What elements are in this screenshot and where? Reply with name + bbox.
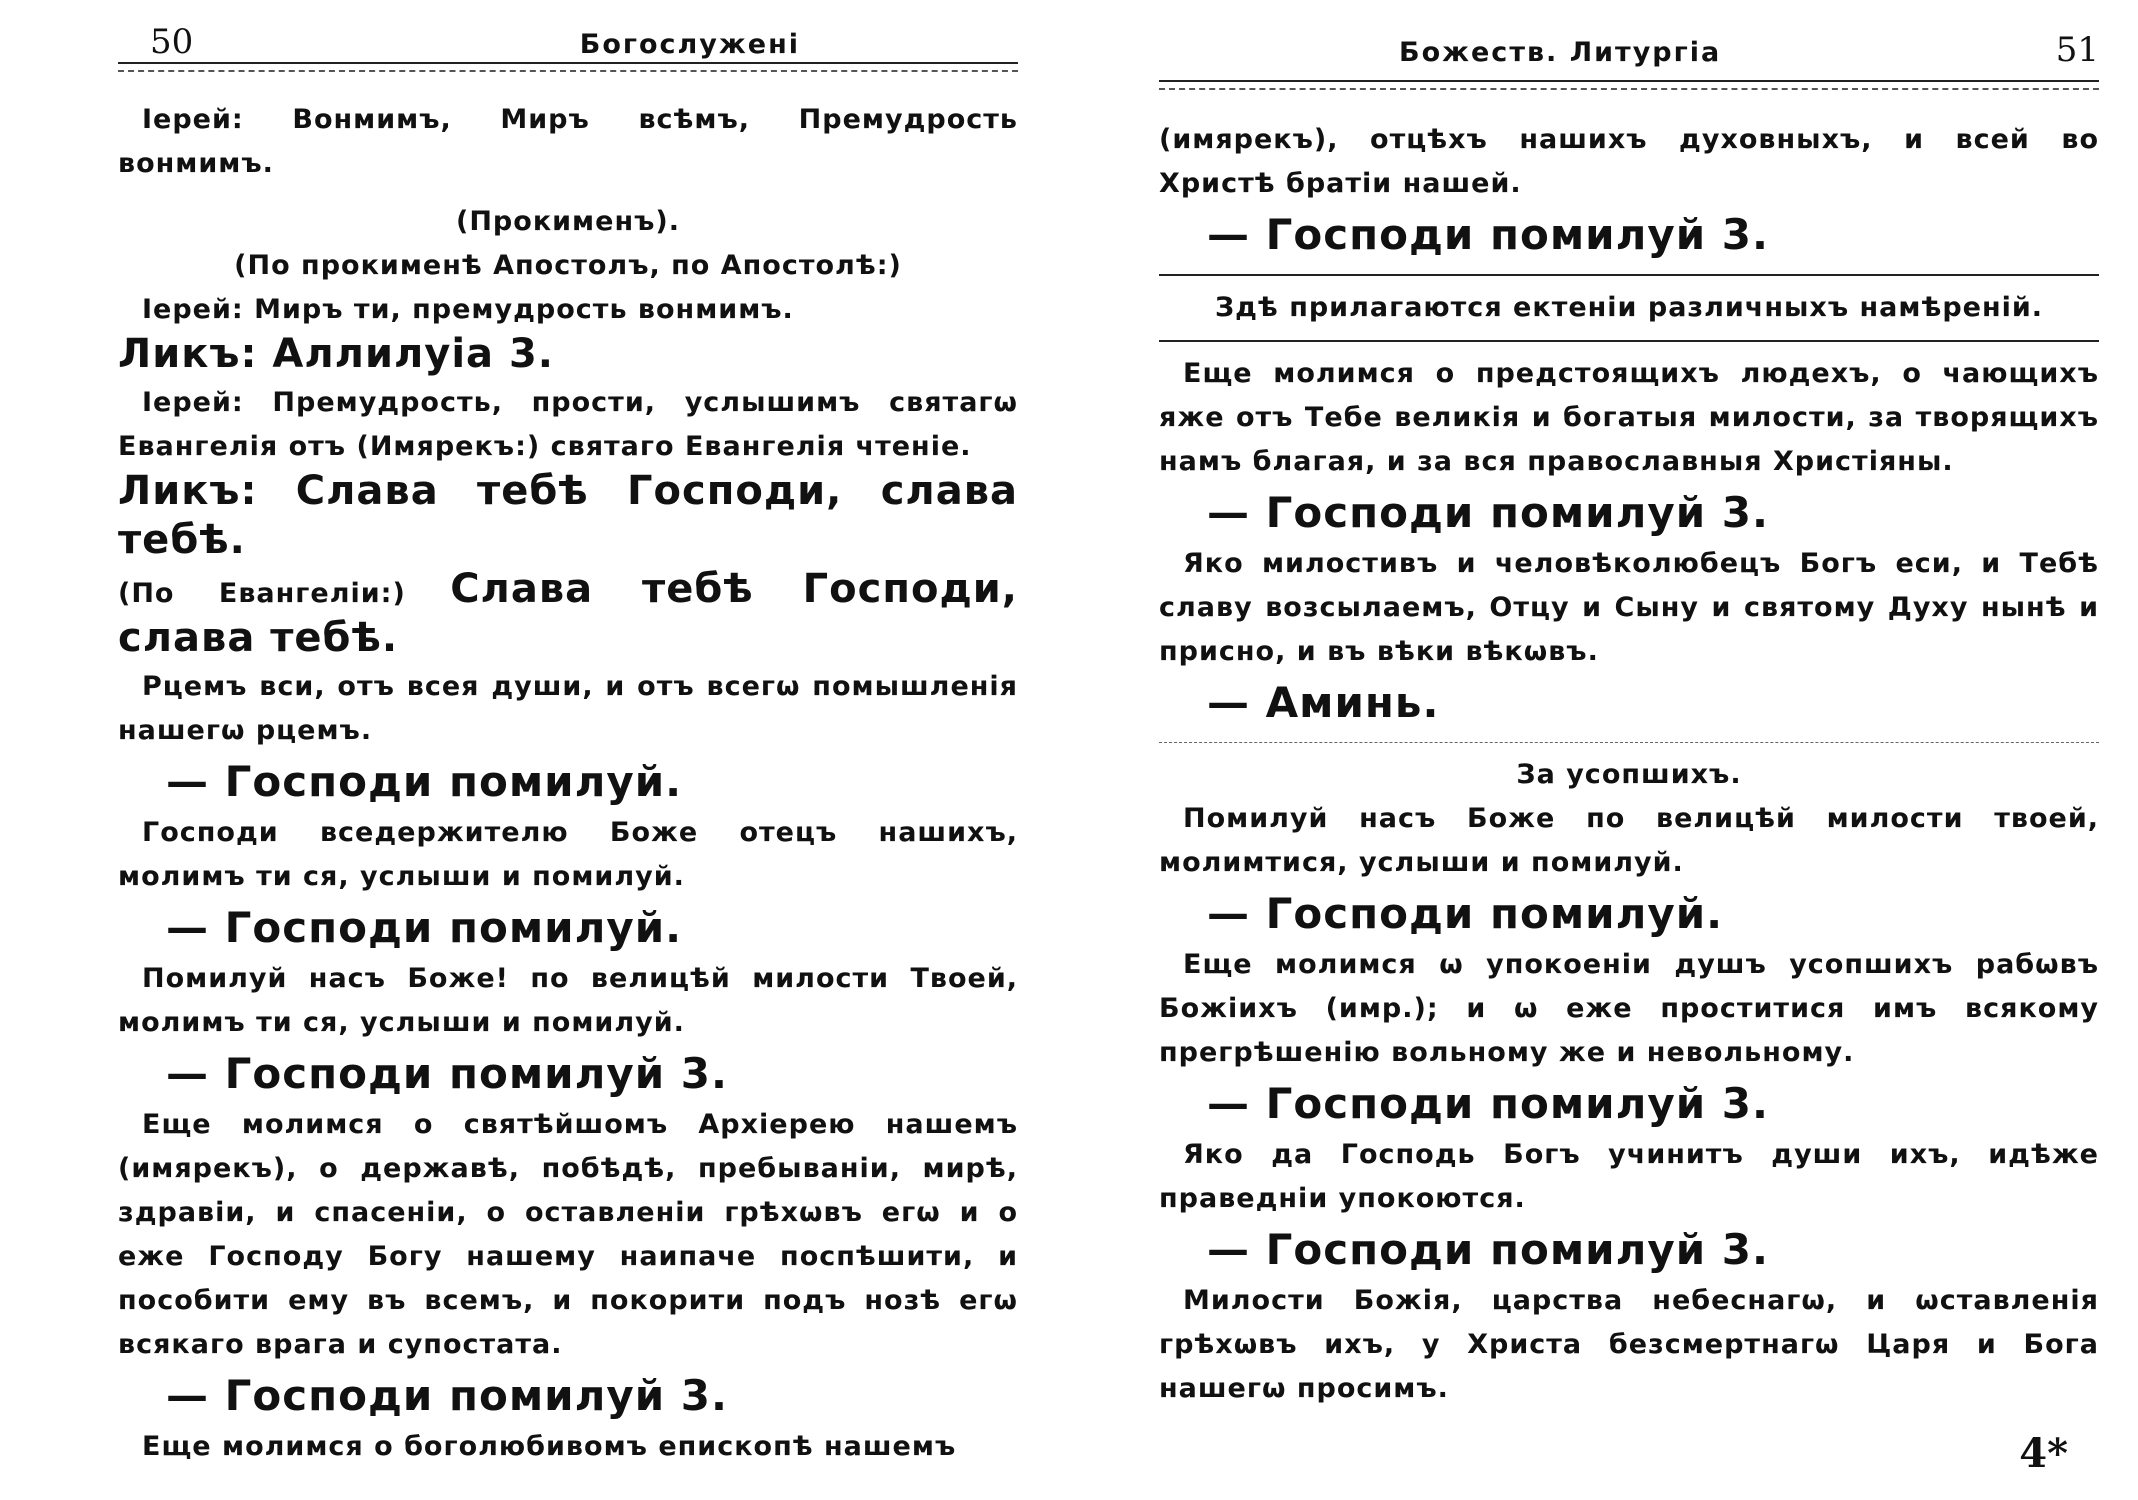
text-line: Іерей: Премудрость, прости, услышимъ святагω Евангелія отъ (Имярекъ:) святаго Евангелія чтеніе.	[118, 387, 1018, 462]
divider	[1159, 274, 2099, 276]
header-rule-dashed	[1159, 88, 2099, 90]
signature-mark: 4*	[2019, 1430, 2068, 1477]
left-header	[150, 22, 1020, 62]
right-text-column	[1159, 118, 2099, 1411]
divider	[1159, 742, 2099, 743]
text-line: Еще молимся о боголюбивомъ епископѣ нашемъ	[142, 1431, 957, 1462]
text-line: Еще молимся о святѣйшомъ Архіерею нашемъ (имярекъ), о державѣ, побѣдѣ, пребываніи, мирѣ, здравіи, и спасеніи, о оставленіи грѣхωвъ егω и о еже Господу Богу нашему наипаче поспѣшити, и пособити ему въ всемъ, и покорити подъ нозѣ егω всякаго врага и супостата.	[118, 1109, 1018, 1360]
text-line: Милости Божія, царства небеснагω, и ωставленія грѣхωвъ ихъ, у Христа безсмертнагω Царя и Бога нашегω просимъ.	[1159, 1285, 2099, 1404]
response: — Господи помилуй.	[166, 757, 683, 806]
rubric-note: Здѣ прилагаются ектеніи различныхъ намѣреній.	[1214, 292, 2044, 323]
text-line: Яко милостивъ и человѣколюбецъ Богъ еси, и Тебѣ славу возсылаемъ, Отцу и Сыну и святому Духу нынѣ и присно, и въ вѣки вѣкωвъ.	[1159, 548, 2099, 667]
header-rule-dashed	[118, 70, 1018, 72]
response-line	[118, 332, 1018, 381]
text-line: Помилуй насъ Боже! по велицѣй милости Твоей, молимъ ти ся, услыши и помилуй.	[118, 963, 1018, 1038]
response: — Господи помилуй.	[1207, 889, 1724, 938]
divider	[1159, 340, 2099, 342]
text-line: Рцемъ вси, отъ всея души, и отъ всегω помышленія нашегω рцемъ.	[118, 671, 1018, 746]
text-line: Іерей: Вонмимъ, Миръ всѣмъ, Премудрость вонмимъ.	[118, 104, 1018, 179]
left-text-column	[118, 98, 1018, 1469]
response: — Господи помилуй.	[166, 903, 683, 952]
text-line: (имярекъ), отцѣхъ нашихъ духовныхъ, и всей во Христѣ братіи нашей.	[1159, 124, 2099, 199]
choir-label: Ликъ:	[118, 468, 296, 514]
rubric: (По Евангеліи:)	[118, 578, 451, 609]
right-page	[1069, 0, 2138, 1500]
header-rule	[1159, 80, 2099, 82]
choir-label: Ликъ:	[118, 331, 273, 377]
response: — Господи помилуй 3.	[1207, 488, 1769, 537]
text-line: Яко да Господь Богъ учинитъ души ихъ, идѣже праведніи упокоются.	[1159, 1139, 2099, 1214]
response: — Господи помилуй 3.	[1207, 210, 1769, 259]
section-title: За усопшихъ.	[1516, 759, 1742, 790]
page-number: 50	[150, 22, 194, 62]
text-line: Еще молимся ω упокоеніи душъ усопшихъ рабωвъ Божіихъ (имр.); и ω еже проститися имъ всякому прегрѣшенію вольному же и невольному.	[1159, 949, 2099, 1068]
header-rule	[118, 62, 1018, 64]
page-number: 51	[2055, 30, 2099, 70]
choir-text: Слава тебѣ Господи, слава тебѣ.	[118, 468, 1018, 563]
text-line: Іерей: Миръ ти, премудрость вонмимъ.	[142, 294, 794, 325]
text-line: Помилуй насъ Боже по велицѣй милости твоей, молимтися, услыши и помилуй.	[1159, 803, 2099, 878]
choir-text: Аллилуіа 3.	[272, 331, 554, 377]
right-header	[1399, 30, 2099, 70]
response: — Господи помилуй 3.	[1207, 1225, 1769, 1274]
text-line: Еще молимся о предстоящихъ людехъ, о чающихъ яже отъ Тебе великія и богатыя милости, за творящихъ намъ благая, и за вся православныя Христіяны.	[1159, 358, 2099, 477]
choir-text: Слава тебѣ Господи, слава тебѣ.	[118, 566, 1018, 661]
response: — Господи помилуй 3.	[166, 1049, 728, 1098]
response: — Аминь.	[1207, 678, 1440, 727]
response: — Господи помилуй 3.	[1207, 1079, 1769, 1128]
running-head: Божеств. Литургіа	[1399, 37, 1722, 68]
response: — Господи помилуй 3.	[166, 1371, 728, 1420]
response-line	[118, 469, 1018, 567]
response-line	[118, 567, 1018, 665]
text-line: (По прокименѣ Апостолъ, по Апостолѣ:)	[234, 250, 902, 281]
text-line: (Прокименъ).	[456, 206, 680, 237]
text-line: Господи вседержителю Боже отецъ нашихъ, молимъ ти ся, услыши и помилуй.	[118, 817, 1018, 892]
running-head: Богослужені	[579, 29, 800, 60]
